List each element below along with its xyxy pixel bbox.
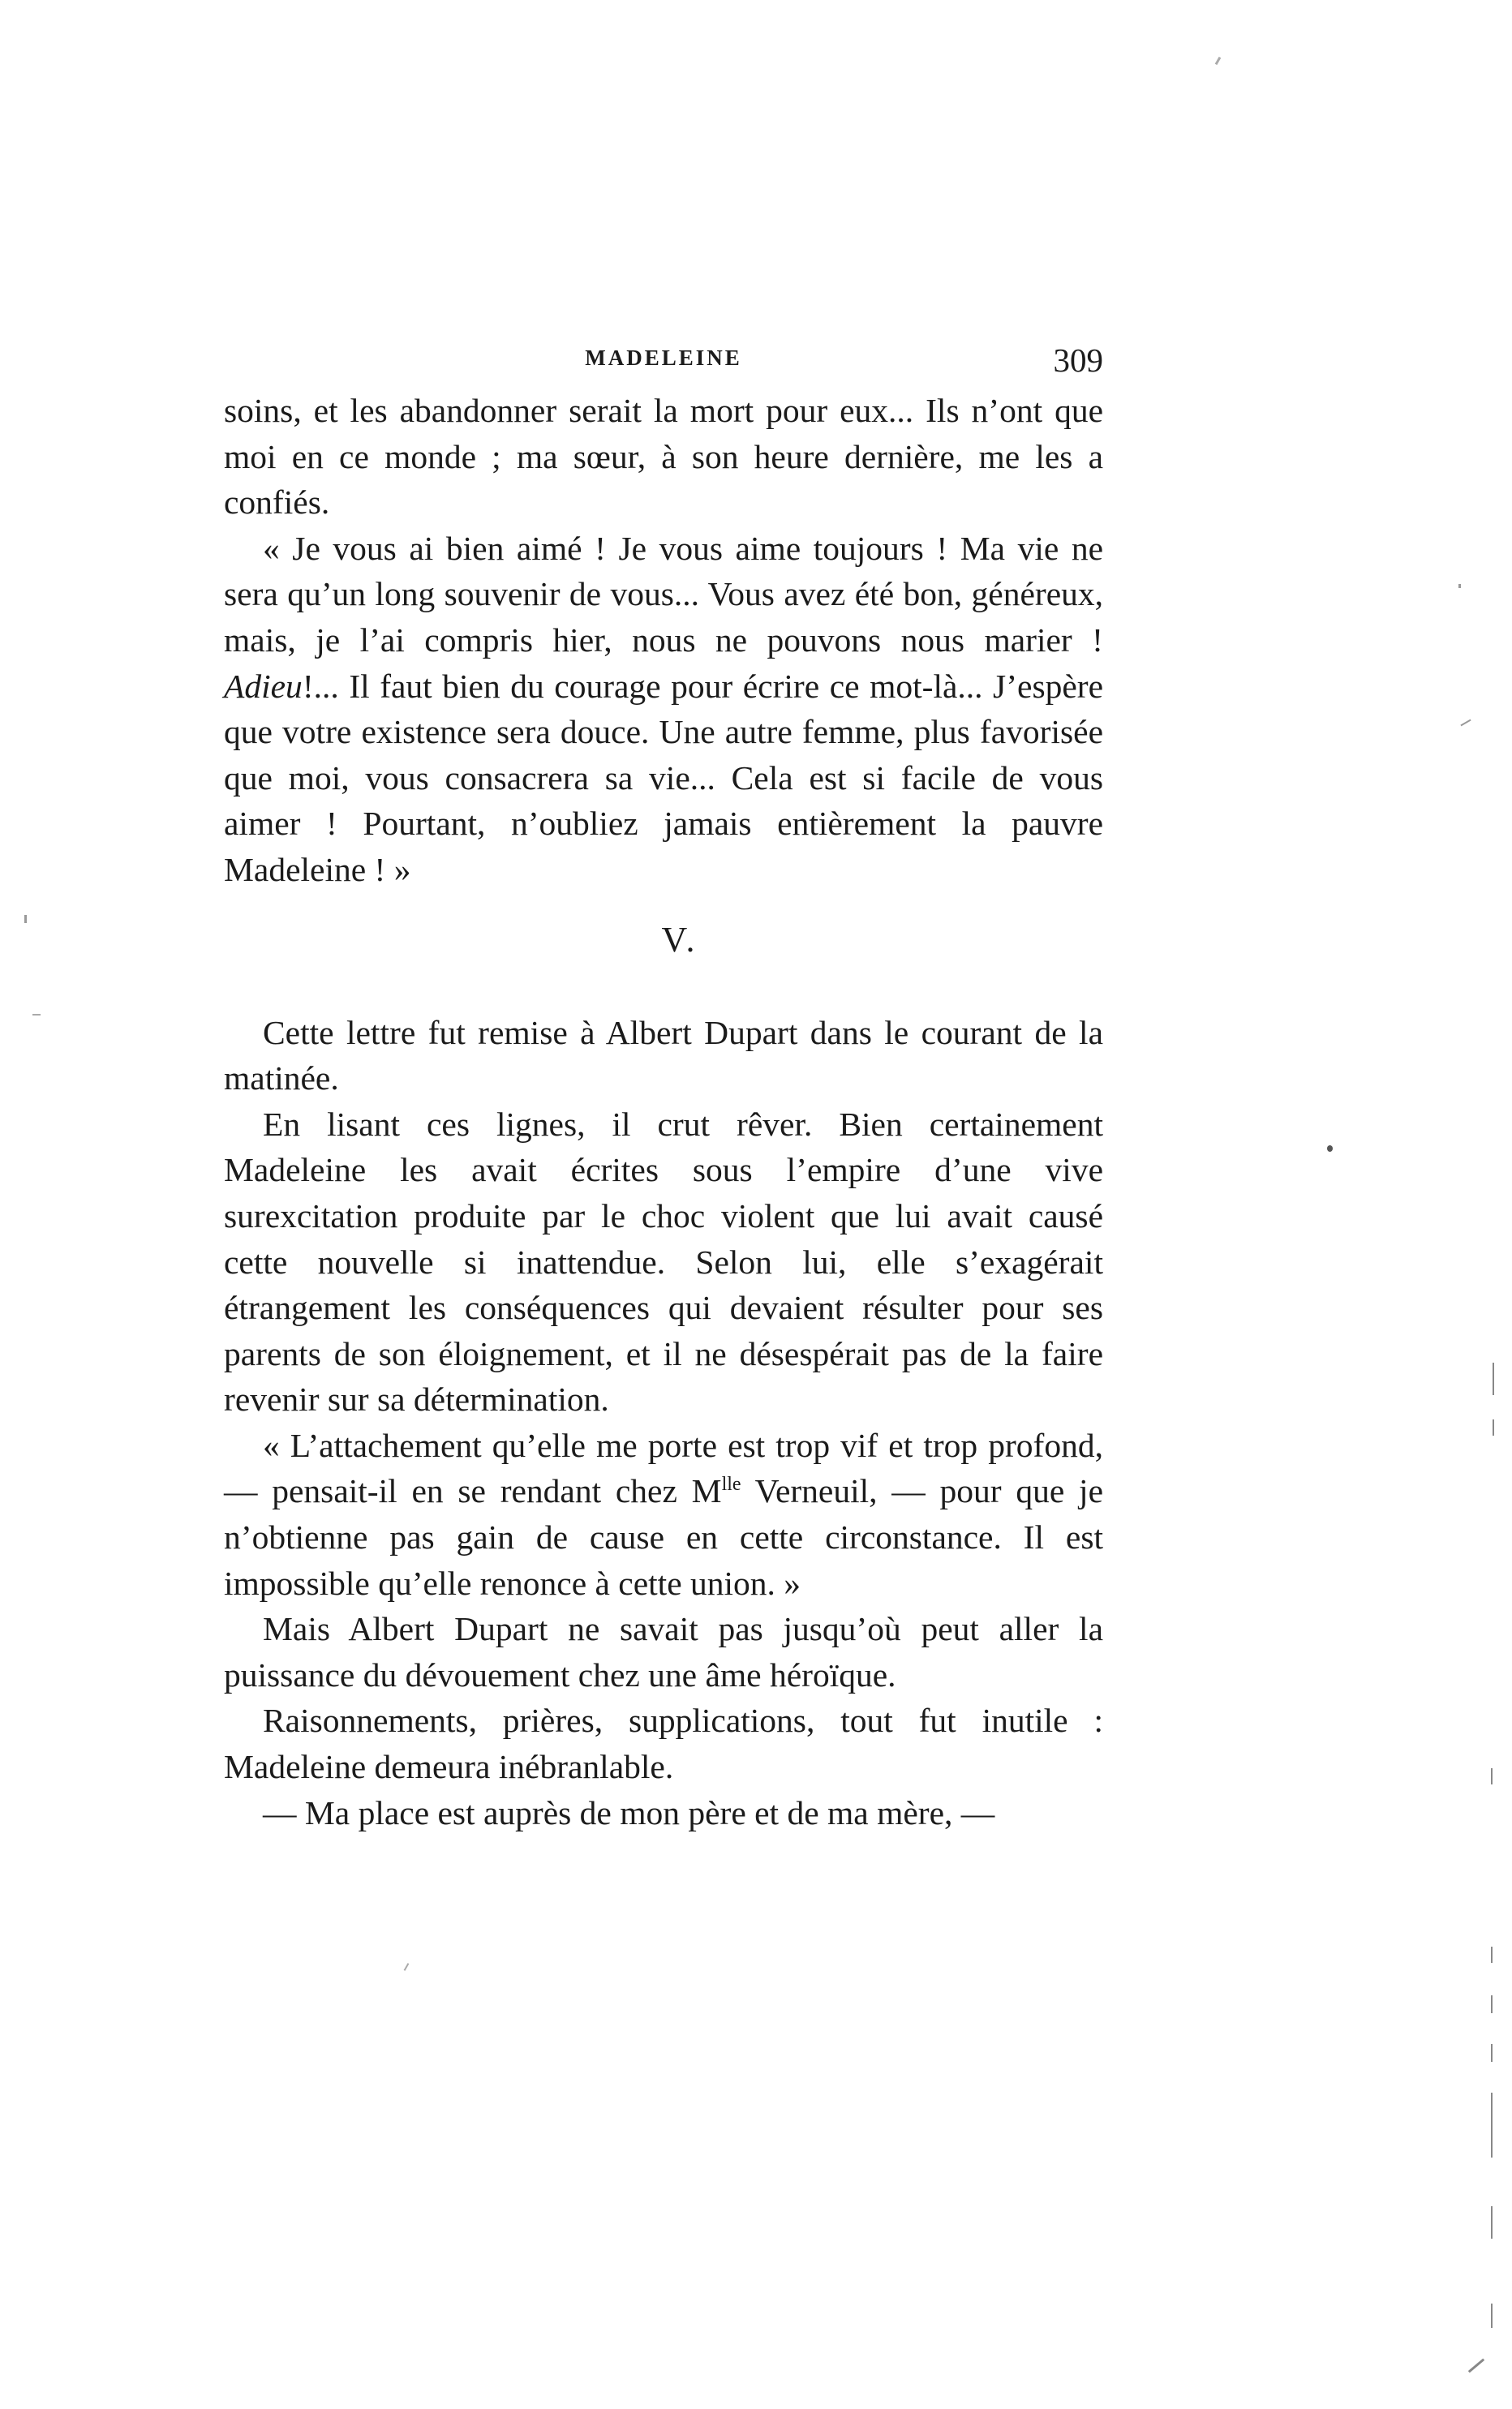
paragraph: En lisant ces lignes, il crut rêver. Bien certainement Madeleine les avait écrites sous l’empire d’une vive surexcitation produite par le choc violent que lui avait causé cette nouvelle si inattendue. Selon lui, elle s’exagérait étrangement les conséquences qui devaient résulter pour ses parents de son éloignement, et il ne désespérait pas de la faire revenir sur sa détermination.: [224, 1105, 1103, 1419]
scan-edge-mark: [1491, 1947, 1493, 1963]
scan-speck: [1327, 1145, 1333, 1152]
scan-speck: [24, 915, 27, 923]
scan-speck: [404, 1963, 410, 1971]
scan-edge-mark: [1491, 2206, 1493, 2239]
paragraph-text-cont: Verneuil, — pour que je n’obtienne pas gain de cause en cette circonstance. Il est impossible qu’elle renonce à cette union. »: [224, 1472, 1103, 1602]
scan-speck: [32, 1014, 41, 1016]
letter-paragraph: [224, 526, 1103, 893]
scan-edge-mark: [1493, 1363, 1494, 1395]
scan-speck: [1458, 584, 1461, 588]
adieu-suffix: !...: [302, 667, 339, 705]
paragraph: Mais Albert Dupart ne savait pas jusqu’où peut aller la puissance du dévouement chez une âme héroïque.: [224, 1610, 1103, 1694]
scan-edge-mark: [1491, 2304, 1493, 2328]
scan-speck: [1468, 2359, 1484, 2373]
paragraph-continued: soins, et les abandonner serait la mort pour eux... Ils n’ont que moi en ce monde ; ma sœur, à son heure dernière, me les a confiés.: [224, 392, 1103, 522]
letter-text-part-2: Il faut bien du courage pour écrire ce mot-là... J’espère que votre existence sera douce. Une autre femme, plus favorisée que moi, vous consacrera sa vie... Cela est si facile de vous aimer ! Pourtant, n’oubliez jamais entièrement la pauvre Madeleine ! »: [224, 667, 1104, 888]
scan-edge-mark: [1491, 2044, 1493, 2062]
paragraph: — Ma place est auprès de mon père et de ma mère, —: [263, 1793, 995, 1831]
body-text: [224, 388, 1103, 1836]
running-title: MADELEINE: [585, 346, 742, 370]
scan-edge-mark: [1493, 1419, 1494, 1436]
scan-speck: [1460, 719, 1471, 727]
scan-speck: [1215, 57, 1222, 65]
page-header: [224, 341, 1103, 389]
scan-edge-mark: [1491, 1995, 1493, 2013]
paragraph: Cette lettre fut remise à Albert Dupart dans le courant de la matinée.: [224, 1013, 1103, 1097]
page-number: 309: [1053, 341, 1103, 379]
paragraph-with-superscript: [224, 1423, 1103, 1606]
paragraph: Raisonnements, prières, supplications, tout fut inutile : Madeleine demeura inébranlable.: [224, 1702, 1103, 1786]
scan-edge-mark: [1491, 1768, 1493, 1784]
adieu-word: Adieu: [224, 667, 303, 705]
section-heading: V.: [661, 919, 698, 960]
letter-text-part-1: « Je vous ai bien aimé ! Je vous aime toujours ! Ma vie ne sera qu’un long souvenir de vous... Vous avez été bon, généreux, mais, je l’ai compris hier, nous ne pouvons nous marier !: [224, 529, 1103, 659]
scan-edge-mark: [1491, 2093, 1493, 2158]
paragraph-text: « L’attachement qu’elle me porte est trop vif et trop profond, — pensait-il en se rendant chez M: [224, 1426, 1103, 1510]
superscript-abbrev: lle: [721, 1474, 741, 1496]
